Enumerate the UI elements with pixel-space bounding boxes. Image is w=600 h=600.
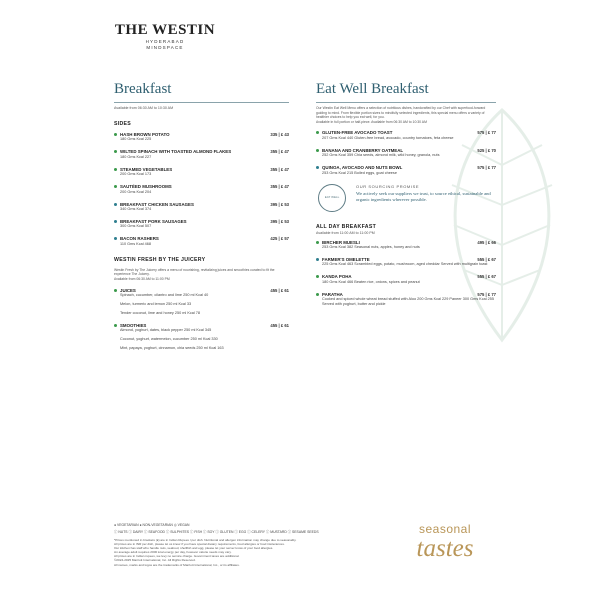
- brand-name: THE WESTIN: [114, 22, 216, 38]
- item-description: 200 Gms Kcal 204: [120, 189, 152, 194]
- footer: [114, 523, 354, 567]
- menu-item: [114, 236, 289, 246]
- item-name: STEAMED VEGETABLES: [120, 166, 173, 172]
- disclaimer-line: All prices are in Indian rupees, we levy no service charge. Government taxes are additional.: [114, 554, 240, 559]
- disclaimer: [114, 538, 354, 567]
- eatwell-column: [316, 80, 496, 314]
- eatwell-title: Eat Well Breakfast: [316, 81, 429, 97]
- allday-availability: Available from 11:00 AM to 11:00 PM: [316, 230, 375, 235]
- item-description: 180 Gms Kcal 227: [120, 154, 152, 159]
- item-name: BREAKFAST PORK SAUSAGES: [120, 219, 187, 225]
- item-name: SAUTÉED MUSHROOMS: [120, 184, 172, 190]
- eatwell-availability: Available in full portion or half-piece. Available from 06:30 AM to 10:30 AM: [316, 119, 427, 124]
- item-variant: Spinach, cucumber, cilantro and lime 250 ml Kcal 40: [120, 293, 209, 298]
- brand-logo: [110, 22, 220, 51]
- item-variant: Mint, papaya, yoghurt, cinnamon, chia seeds 250 ml Kcal 163: [120, 346, 224, 351]
- juicery-intro: [114, 268, 289, 282]
- item-name: JUICES: [120, 287, 136, 293]
- allday-list: [316, 240, 496, 308]
- eat-well-badge-icon: EAT WELL: [318, 184, 346, 212]
- item-name: HASH BROWN POTATO: [120, 132, 170, 137]
- menu-item: [316, 274, 496, 284]
- item-price: 575 | £ 77: [477, 130, 496, 136]
- item-description: Cooked and spiced whole wheat bread stuffed with Aloo 200 Gms Kcal 229 Paneer 300 Gms Kcal 255 Served with yoghurt, butter and pickle: [322, 297, 494, 307]
- menu-item: [114, 132, 289, 142]
- item-price: 395 | £ 53: [270, 219, 289, 225]
- item-price: 395 | £ 53: [270, 201, 289, 207]
- item-price: 575 | £ 77: [477, 165, 496, 171]
- veg-icon: [114, 324, 117, 327]
- veg-icon: [114, 289, 117, 292]
- item-name: SMOOTHIES: [120, 323, 147, 329]
- item-description: 253 Gms Kcal 215 Boiled eggs, goat cheese: [322, 170, 397, 175]
- item-variant: Coconut, yoghurt, watermelon, cucumber 250 ml Kcal 330: [120, 337, 218, 342]
- allergen-legend: ⓘ NUTS ⓘ DAIRY ⓘ SEAFOOD ⓘ SULPHITES ⓘ FISH ⓘ SOY ⓘ GLUTEN ⓘ EGG ⓘ CELERY ⓘ MUSTARD ⓘ SESAME SEEDS: [114, 530, 319, 534]
- item-description: 253 Gms Kcal 382 Seasonal nuts, apples, honey and nuts: [322, 245, 420, 249]
- non-veg-icon: [316, 258, 319, 261]
- item-price: 495 | £ 66: [477, 239, 496, 245]
- item-description: 200 Gms Kcal 173: [120, 172, 152, 177]
- veg-icon: [316, 131, 319, 134]
- item-price: 555 | £ 67: [477, 257, 496, 262]
- breakfast-availability: Available from 06:30 AM to 10:30 AM: [114, 106, 174, 110]
- diet-legend: ● VEGETARIAN ● NON-VEGETARIAN ◎ VEGAN: [114, 523, 190, 527]
- non-veg-icon: [316, 166, 319, 169]
- item-name: PARATHA: [322, 291, 343, 297]
- item-name: WILTED SPINACH WITH TOASTED ALMOND FLAKES: [120, 149, 232, 155]
- menu-item-smoothies: [114, 323, 289, 351]
- menu-item: [114, 167, 289, 177]
- menu-item: [316, 148, 496, 158]
- item-name: BREAKFAST CHICKEN SAUSAGES: [120, 201, 194, 207]
- item-price: 525 | £ 70: [477, 147, 496, 153]
- menu-item: [316, 240, 496, 250]
- disclaimer-line: Our kitchen has staff who handle nuts, seafood, shellfish and egg, please let your server know of your food allergies.: [114, 546, 274, 551]
- item-name: GLUTEN-FREE AVOCADO TOAST: [322, 130, 393, 136]
- item-description: 180 Gms Kcal 466 Beaten rice, onions, spices and peanut: [322, 279, 420, 284]
- item-description: 207 Gms Kcal 440 Gluten-free bread, avocado, country tomatoes, feta cheese: [322, 135, 454, 140]
- item-price: 355 | £ 47: [270, 166, 289, 172]
- item-price: 455 | £ 61: [270, 287, 289, 293]
- veg-icon: [114, 133, 117, 136]
- promise-text: We actively seek our suppliers we trust, to source ethical, sustainable and organic ingredients wherever possible.: [356, 190, 491, 202]
- disclaimer-line: An average adult requires 2000 kcal energy per day, however calorie needs may vary.: [114, 550, 232, 555]
- eatwell-list: [316, 130, 496, 175]
- menu-item: [114, 219, 289, 229]
- veg-icon: [316, 275, 319, 278]
- item-description: 180 Gms Kcal 225: [120, 137, 152, 142]
- menu-item: [114, 202, 289, 212]
- sides-list: [114, 132, 289, 247]
- sourcing-promise: [316, 184, 496, 218]
- menu-item-juices: [114, 288, 289, 316]
- item-description: 252 Gms Kcal 359 Chia seeds, almond milk, wild honey, granola, nuts: [322, 153, 440, 158]
- item-description: 110 Gms Kcal 468: [120, 241, 151, 246]
- item-name: QUINOA, AVOCADO AND NUTS BOWL: [322, 165, 403, 171]
- veg-icon: [114, 185, 117, 188]
- menu-item: [316, 292, 496, 307]
- menu-item: [316, 130, 496, 140]
- sides-heading: SIDES: [114, 121, 132, 127]
- item-variant: Melon, turmeric and lemon 250 ml Kcal 33: [120, 302, 192, 307]
- disclaimer-line: All prices are in INR per dish, please let us know if you have special dietary requirements, food allergies or food intolerances.: [114, 542, 285, 547]
- item-price: 425 | £ 57: [270, 236, 289, 242]
- disclaimer-line: *Prices mentioned in brackets (£) are in Indian Rupees / per dish. Nutritional and allergen information may change due to seasonality.: [114, 538, 297, 542]
- item-variant: Tender coconut, lime and honey 250 ml Kcal 78: [120, 311, 200, 316]
- item-price: 575 | £ 77: [477, 291, 496, 297]
- tastes-word: tastes: [416, 535, 474, 562]
- veg-icon: [316, 241, 319, 244]
- disclaimer-line: All names, marks and logos are the trademarks of Marriott International, Inc., or its affiliates.: [114, 562, 240, 567]
- item-price: 555 | £ 67: [477, 274, 496, 280]
- veg-icon: [114, 150, 117, 153]
- item-name: KANDA POHA: [322, 274, 352, 280]
- item-price: 355 | £ 47: [270, 149, 289, 155]
- title-divider: [114, 102, 289, 103]
- juicery-heading: WESTIN FRESH BY THE JUICERY: [114, 256, 206, 263]
- juicery-availability: Available from 06:30 AM to 11:00 PM: [114, 277, 170, 282]
- breakfast-column: [114, 80, 289, 358]
- breakfast-title: Breakfast: [114, 81, 172, 97]
- item-variant: Almond, yoghurt, dates, black pepper 250 ml Kcal 345: [120, 328, 212, 333]
- veg-icon: [316, 293, 319, 296]
- item-description: 300 Gms Kcal 507: [120, 224, 152, 229]
- item-description: 340 Gms Kcal 374: [120, 207, 152, 212]
- disclaimer-line: ©2024-2025 Marriott International, Inc. All Rights Reserved.: [114, 558, 196, 563]
- menu-item: [114, 184, 289, 194]
- item-price: 335 | £ 43: [270, 132, 289, 137]
- seasonal-word: seasonal: [418, 522, 472, 536]
- veg-icon: [114, 168, 117, 171]
- juicery-intro-text: Westin Fresh by The Juicery offers a menu of nourishing, revitalizing juices and smoothies curated to fit the experience The Juicery.: [114, 267, 275, 277]
- menu-item: [114, 149, 289, 159]
- non-veg-icon: [114, 237, 117, 240]
- promise-heading: OUR SOURCING PROMISE: [356, 183, 420, 189]
- item-name: BANANA AND CRANBERRY OATMEAL: [322, 147, 404, 153]
- item-name: BIRCHER MUESLI: [322, 239, 360, 245]
- item-name: FARMER'S OMELETTE: [322, 257, 370, 262]
- eatwell-intro: Our Westin Eat Well Menu offers a selection of nutritious dishes, handcrafted by our Chef with superfood-forward guiding to mind. From flexible portion sizes to mindfully selected ingredients, this special menu offers a variety of healthier choices to help you eat well, for you.: [316, 106, 486, 120]
- non-veg-icon: [114, 203, 117, 206]
- item-description: 225 Gms Kcal 463 Scrambled eggs, potato, mushroom, aged cheddar Served with multigrain toast: [322, 262, 488, 267]
- allday-heading: ALL DAY BREAKFAST: [316, 223, 377, 230]
- seasonal-tastes-logo: [395, 523, 495, 562]
- item-price: 455 | £ 61: [270, 323, 289, 329]
- brand-property: MINDSPACE: [146, 45, 184, 50]
- non-veg-icon: [114, 220, 117, 223]
- title-divider: [316, 102, 496, 103]
- menu-item: [316, 165, 496, 175]
- veg-icon: [316, 149, 319, 152]
- brand-location: HYDERABAD: [145, 39, 185, 44]
- item-name: BACON RASHERS: [120, 236, 159, 242]
- menu-item: [316, 257, 496, 267]
- item-price: 355 | £ 47: [270, 184, 289, 190]
